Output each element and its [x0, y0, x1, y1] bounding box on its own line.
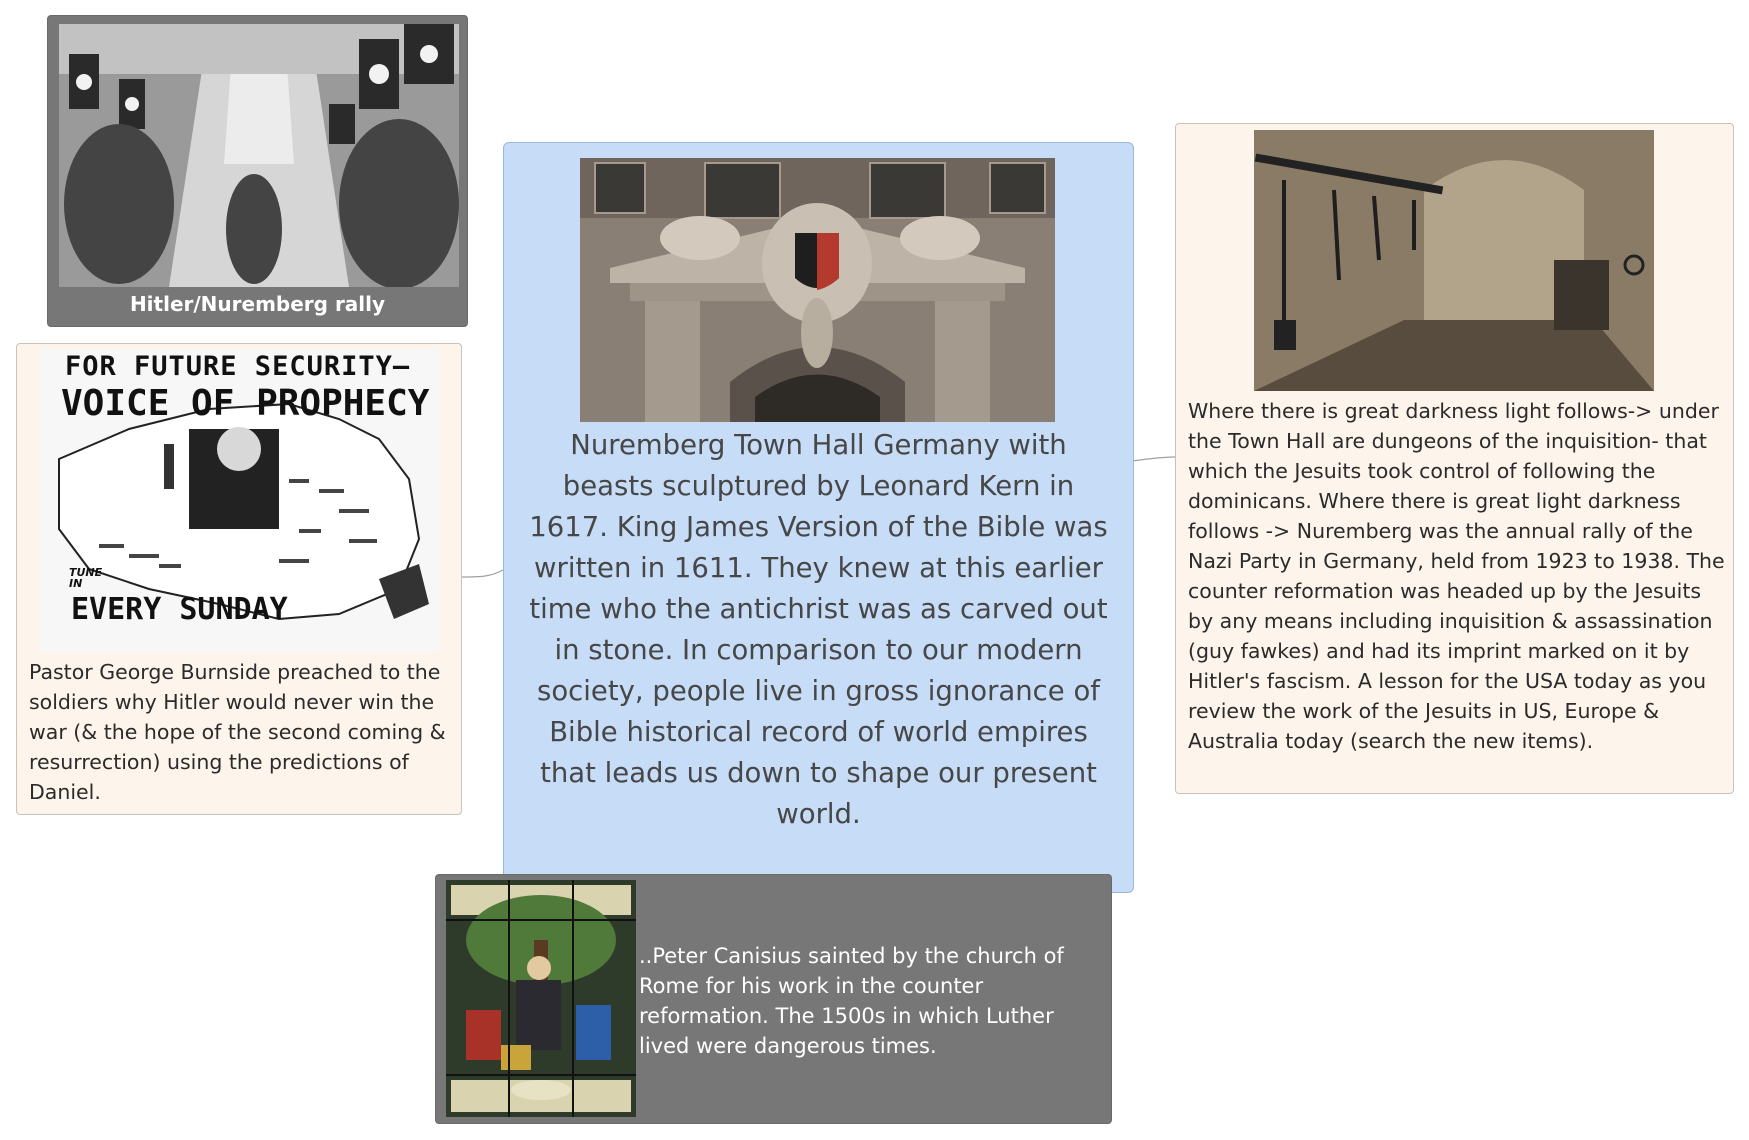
poster-title-line3: EVERY SUNDAY	[71, 592, 288, 627]
prophecy-text: Pastor George Burnside preached to the soldiers why Hitler would never win the war (& the hope of the second coming & resurrection) using the predictions of Daniel.	[29, 660, 446, 804]
canisius-node[interactable]	[435, 874, 1112, 1124]
poster-title-line2: VOICE OF PROPHECY	[61, 383, 430, 424]
connector-prophecy	[461, 570, 503, 577]
dungeon-photo-icon	[1254, 130, 1654, 391]
dungeon-text: Where there is great darkness light follows-> under the Town Hall are dungeons of the inquisition- that which the Jesuits took control of following the dominicans. Where there is great light darkness follows -> Nuremberg was the annual rally of the Nazi Party in Germany, held from 1923 to 1938. The counter reformation was headed up by the Jesuits by any means including inquisition & assassination (guy fawkes) and had its imprint marked on it by Hitler's fascism. A lesson for the USA today as you review the work of the Jesuits in US, Europe & Australia today (search the new items).	[1188, 399, 1725, 753]
dungeon-node[interactable]	[1175, 123, 1734, 794]
connector-dungeon	[1131, 457, 1175, 461]
rally-node[interactable]	[47, 15, 468, 327]
poster-tune-in: TUNE IN	[69, 566, 103, 590]
radio-poster-icon	[39, 349, 439, 652]
central-text: Nuremberg Town Hall Germany with beasts sculptured by Leonard Kern in 1617. King James Version of the Bible was written in 1611. They knew at this earlier time who the antichrist was as carved out in stone. In comparison to our modern society, people live in gross ignorance of Bible historical record of world empires that leads us down to shape our present world.	[529, 429, 1108, 830]
prophecy-node[interactable]	[16, 343, 462, 815]
town-hall-photo-icon	[580, 158, 1055, 422]
stained-glass-icon	[446, 880, 636, 1117]
rally-photo-icon	[59, 24, 459, 287]
poster-title-line1: FOR FUTURE SECURITY—	[65, 351, 411, 382]
canisius-text: ..Peter Canisius sainted by the church of Rome for his work in the counter reformation. The 1500s in which Luther lived were dangerous times.	[639, 944, 1064, 1058]
rally-caption: Hitler/Nuremberg rally	[129, 292, 386, 316]
central-node[interactable]	[503, 142, 1134, 893]
